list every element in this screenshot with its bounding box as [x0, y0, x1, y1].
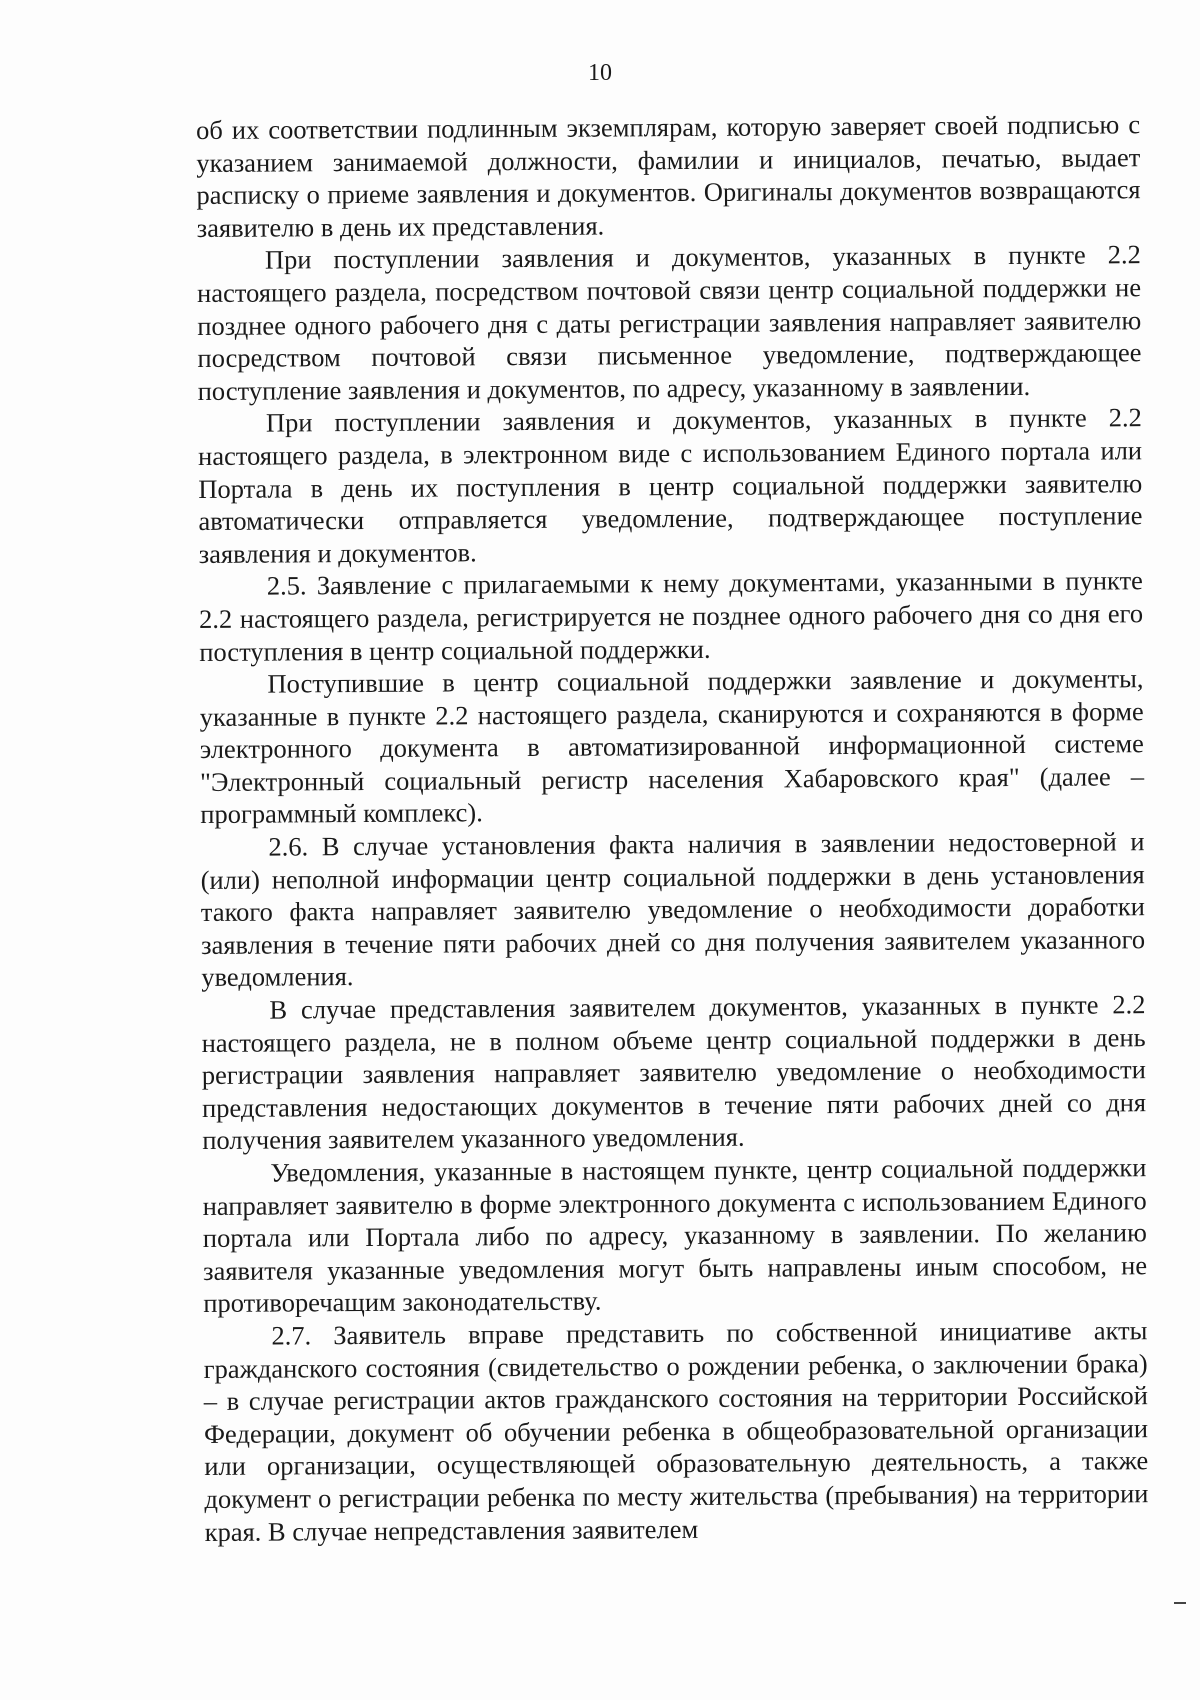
paragraph-2-6: 2.6. В случае установления факта наличия в заявлении недостоверной и (или) неполной информации центр социальной поддержки в день установления такого факта направляет заявителю уведомление о необходимости доработки заявления в течение пяти рабочих дней со дня получения заявителем указанного уведомления. — [200, 826, 1146, 993]
paragraph-continuation: об их соответствии подлинным экземплярам, которую заверяет своей подписью с указанием занимаемой должности, фамилии и инициалов, печатью, выдает расписку о приеме заявления и документов. Оригиналы документов возвращаются заявителю в день их представления. — [196, 109, 1141, 243]
paragraph-notifications: Уведомления, указанные в настоящем пункте, центр социальной поддержки направляет заявителю в форме электронного документа с использованием Единого портала или Портала либо по адресу, указанному в заявлении. По желанию заявителя указанные уведомления могут быть направлены иным способом, не противоречащим законодательству. — [202, 1152, 1148, 1319]
scan-mark — [1174, 1602, 1186, 1604]
paragraph-2-5: 2.5. Заявление с прилагаемыми к нему документами, указанными в пункте 2.2 настоящего раздела, регистрируется не позднее одного рабочего дня со дня его поступления в центр социальной поддержки. — [198, 565, 1144, 667]
paragraph-electronic-receipt: При поступлении заявления и документов, указанных в пункте 2.2 настоящего раздела, в электронном виде с использованием Единого портала или Портала в день их поступления в центр социальной поддержки заявителю автоматически отправляется уведомление, подтверждающее поступление заявления и документов. — [197, 402, 1143, 569]
paragraph-incomplete-documents: В случае представления заявителем документов, указанных в пункте 2.2 настоящего раздела, не в полном объеме центр социальной поддержки в день регистрации заявления направляет заявителю уведомление о необходимости представления недостающих документов в течение пяти рабочих дней со дня получения заявителем указанного уведомления. — [201, 989, 1147, 1156]
paragraph-postal-receipt: При поступлении заявления и документов, указанных в пункте 2.2 настоящего раздела, посредством почтовой связи центр социальной поддержки не позднее одного рабочего дня с даты регистрации заявления направляет заявителю посредством почтовой связи письменное уведомление, подтверждающее поступление заявления и документов, по адресу, указанному в заявлении. — [197, 239, 1142, 406]
paragraph-scanning: Поступившие в центр социальной поддержки заявление и документы, указанные в пункте 2.2 настоящего раздела, сканируются и сохраняются в форме электронного документа в автоматизированной информационной системе "Электронный социальный регистр населения Хабаровского края" (далее – программный комплекс). — [199, 663, 1145, 830]
page-number: 10 — [588, 60, 612, 86]
paragraph-2-7: 2.7. Заявитель вправе представить по собственной инициативе акты гражданского состояния (свидетельство о рождении ребенка, о заключении брака) – в случае регистрации актов гражданского состояния на территории Российской Федерации, документ об обучении ребенка в общеобразовательной организации или организации, осуществляющей образовательную деятельность, а также документ о регистрации ребенка по месту жительства (пребывания) на территории края. В случае непредставления заявителем — [203, 1315, 1149, 1547]
document-body — [196, 108, 1149, 1548]
